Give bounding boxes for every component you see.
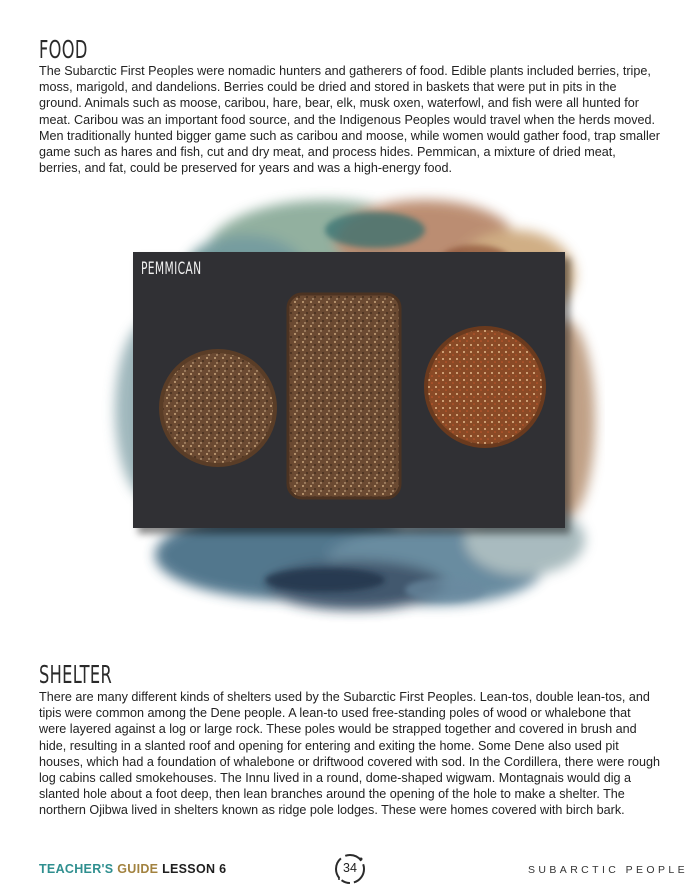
page-footer bbox=[0, 850, 700, 890]
pemmican-bar bbox=[288, 294, 400, 498]
shelter-heading: SHELTER bbox=[39, 660, 113, 689]
guide-label-part2: GUIDE bbox=[117, 862, 159, 876]
pemmican-photo bbox=[133, 252, 565, 528]
shelter-paragraph: There are many different kinds of shelters used by the Subarctic First Peoples. Lean-tos, double lean-tos, and tipis were common among the Dene people. A lean-to used free-standing poles of wood or whalebone that were layered against a log or large rock. These poles would be strapped together and covered in brush and hide, resulting in a slanted roof and opening for entering and exiting the home. Some Dene also used pit houses, which had a foundation of whalebone or driftwood covered with sod. In the Cordillera, there were rough log cabins called smokehouses. The Innu lived in a round, dome-shaped wigwam. Montagnais would dig a slanted hole about a foot deep, then lean branches around the opening of the hole to make a shelter. The northern Ojibwa lived in shelters known as ridge pole lodges. These were homes covered with birch bark. bbox=[39, 690, 660, 818]
food-heading: FOOD bbox=[39, 35, 88, 64]
topic-label: SUBARCTIC PEOPLE bbox=[528, 864, 689, 876]
guide-lesson-label bbox=[39, 862, 226, 876]
food-paragraph: The Subarctic First Peoples were nomadic hunters and gatherers of food. Edible plants included berries, tripe, moss, marigold, and dandelions. Berries could be dried and stored in baskets that were put in pits in the ground. Animals such as moose, caribou, hare, bear, elk, musk oxen, waterfowl, and fish were all hunted for meat. Caribou was an important food source, and the Indigenous Peoples would travel when the herds moved. Men traditionally hunted bigger game such as caribou and moose, while women would gather food, trap smaller game such as hares and fish, cut and dry meat, and process hides. Pemmican, a mixture of dried meat, berries, and fat, could be preserved for years and was a high-energy food. bbox=[39, 64, 660, 176]
guide-label-part1: TEACHER'S bbox=[39, 862, 114, 876]
photo-label: PEMMICAN bbox=[141, 259, 202, 279]
page-number: 34 bbox=[343, 861, 357, 875]
page-number-badge bbox=[333, 852, 367, 886]
lesson-label: LESSON 6 bbox=[162, 862, 227, 876]
pemmican-illustration bbox=[133, 252, 565, 528]
